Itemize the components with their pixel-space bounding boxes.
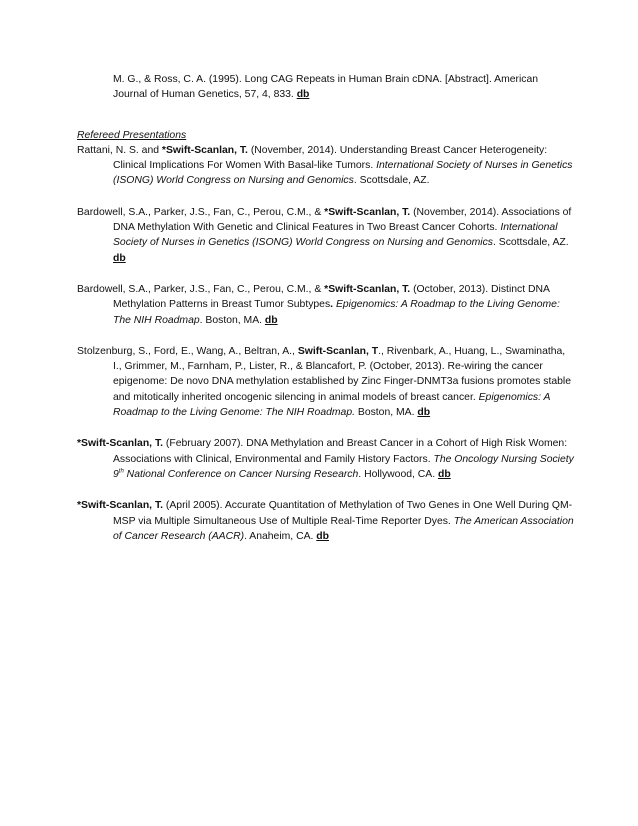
db-link[interactable]: db — [264, 314, 278, 326]
highlighted-author: *Swift-Scanlan, T. — [161, 144, 248, 156]
venue: The Oncology Nursing Society 9 — [113, 453, 574, 480]
presentation-entry — [77, 344, 575, 420]
title: (April 2005). Accurate Quantitation of Methylation of Two Genes in One Well During QM-MSP via Multiple Simultaneous Use of Multiple Real-Time Reporter Dyes. — [113, 500, 573, 527]
location: Boston, MA. — [355, 407, 418, 419]
continued-reference — [77, 72, 575, 103]
document-page — [77, 72, 575, 560]
venue: Epigenomics: A Roadmap to the Living Genome: The NIH Roadmap — [113, 299, 560, 326]
db-link[interactable]: db — [113, 252, 126, 264]
location: . Hollywood, CA. — [358, 468, 438, 480]
location: . Scottsdale, AZ. — [353, 175, 430, 187]
presentation-entry — [77, 436, 575, 482]
db-link[interactable]: db — [438, 468, 451, 480]
title: ., Rivenbark, A., Huang, L., Swaminatha, I., Grimmer, M., Farnham, P., Lister, R., & Blancafort, P. (October, 2013). Re-wiring the cancer epigenome: De novo DNA methylation established by Zinc Finger-DNMT3a fusions promotes stable and mitotically inherited oncogenic silencing in animal models of breast cancer. — [113, 345, 571, 403]
authors: Rattani, N. S. and — [77, 144, 162, 156]
location: . Anaheim, CA. — [244, 530, 317, 542]
db-link[interactable]: db — [417, 407, 431, 419]
authors: Stolzenburg, S., Ford, E., Wang, A., Beltran, A., — [77, 345, 298, 357]
section-heading: Refereed Presentations — [77, 129, 187, 141]
authors: Bardowell, S.A., Parker, J.S., Fan, C., Perou, C.M., & — [77, 206, 325, 218]
location: . Scottsdale, AZ. — [492, 237, 569, 249]
db-link[interactable]: db — [316, 530, 329, 542]
highlighted-author: Swift-Scanlan, T — [297, 345, 379, 357]
authors: Bardowell, S.A., Parker, J.S., Fan, C., Perou, C.M., & — [77, 283, 325, 295]
db-link[interactable]: db — [296, 89, 310, 101]
presentation-entry — [77, 143, 575, 189]
highlighted-author: *Swift-Scanlan, T. — [77, 438, 164, 450]
presentation-entry — [77, 205, 575, 266]
presentation-entry — [77, 282, 575, 328]
reference-text-line2: Journal of Human Genetics, 57, 4, 833. — [113, 89, 294, 101]
location: . Boston, MA. — [199, 314, 265, 326]
reference-text-line1: M. G., & Ross, C. A. (1995). Long CAG Repeats in Human Brain cDNA. [Abstract]. American — [113, 74, 539, 85]
venue: International Society of Nurses in Genetics (ISONG) World Congress on Nursing and Genomics — [113, 160, 573, 187]
highlighted-author: *Swift-Scanlan, T. — [324, 206, 411, 218]
highlighted-author: *Swift-Scanlan, T. — [77, 500, 164, 512]
title: (November, 2014). Understanding Breast Cancer Heterogeneity: Clinical Implications For Women With Basal-like Tumors. — [113, 144, 548, 172]
ordinal-suffix: th — [118, 468, 124, 475]
title-punctuation: . — [330, 299, 336, 311]
venue-continued: National Conference on Cancer Nursing Research — [123, 468, 359, 480]
title: (October, 2013). Distinct DNA Methylation Patterns in Breast Tumor Subtypes — [113, 283, 550, 311]
highlighted-author: *Swift-Scanlan, T. — [324, 283, 411, 295]
venue: Epigenomics: A Roadmap to the Living Genome: The NIH Roadmap. — [113, 391, 551, 419]
venue: The American Association of Cancer Research (AACR) — [113, 515, 574, 542]
venue: International Society of Nurses in Genetics (ISONG) World Congress on Nursing and Genomics — [113, 222, 558, 249]
title: (November, 2014). Associations of DNA Methylation With Genetic and Clinical Features in Two Breast Cancer Cohorts. — [113, 206, 572, 234]
presentation-entry — [77, 498, 575, 544]
title: (February 2007). DNA Methylation and Breast Cancer in a Cohort of High Risk Women: Associations with Clinical, Environmental and Family History Factors. — [113, 438, 568, 465]
